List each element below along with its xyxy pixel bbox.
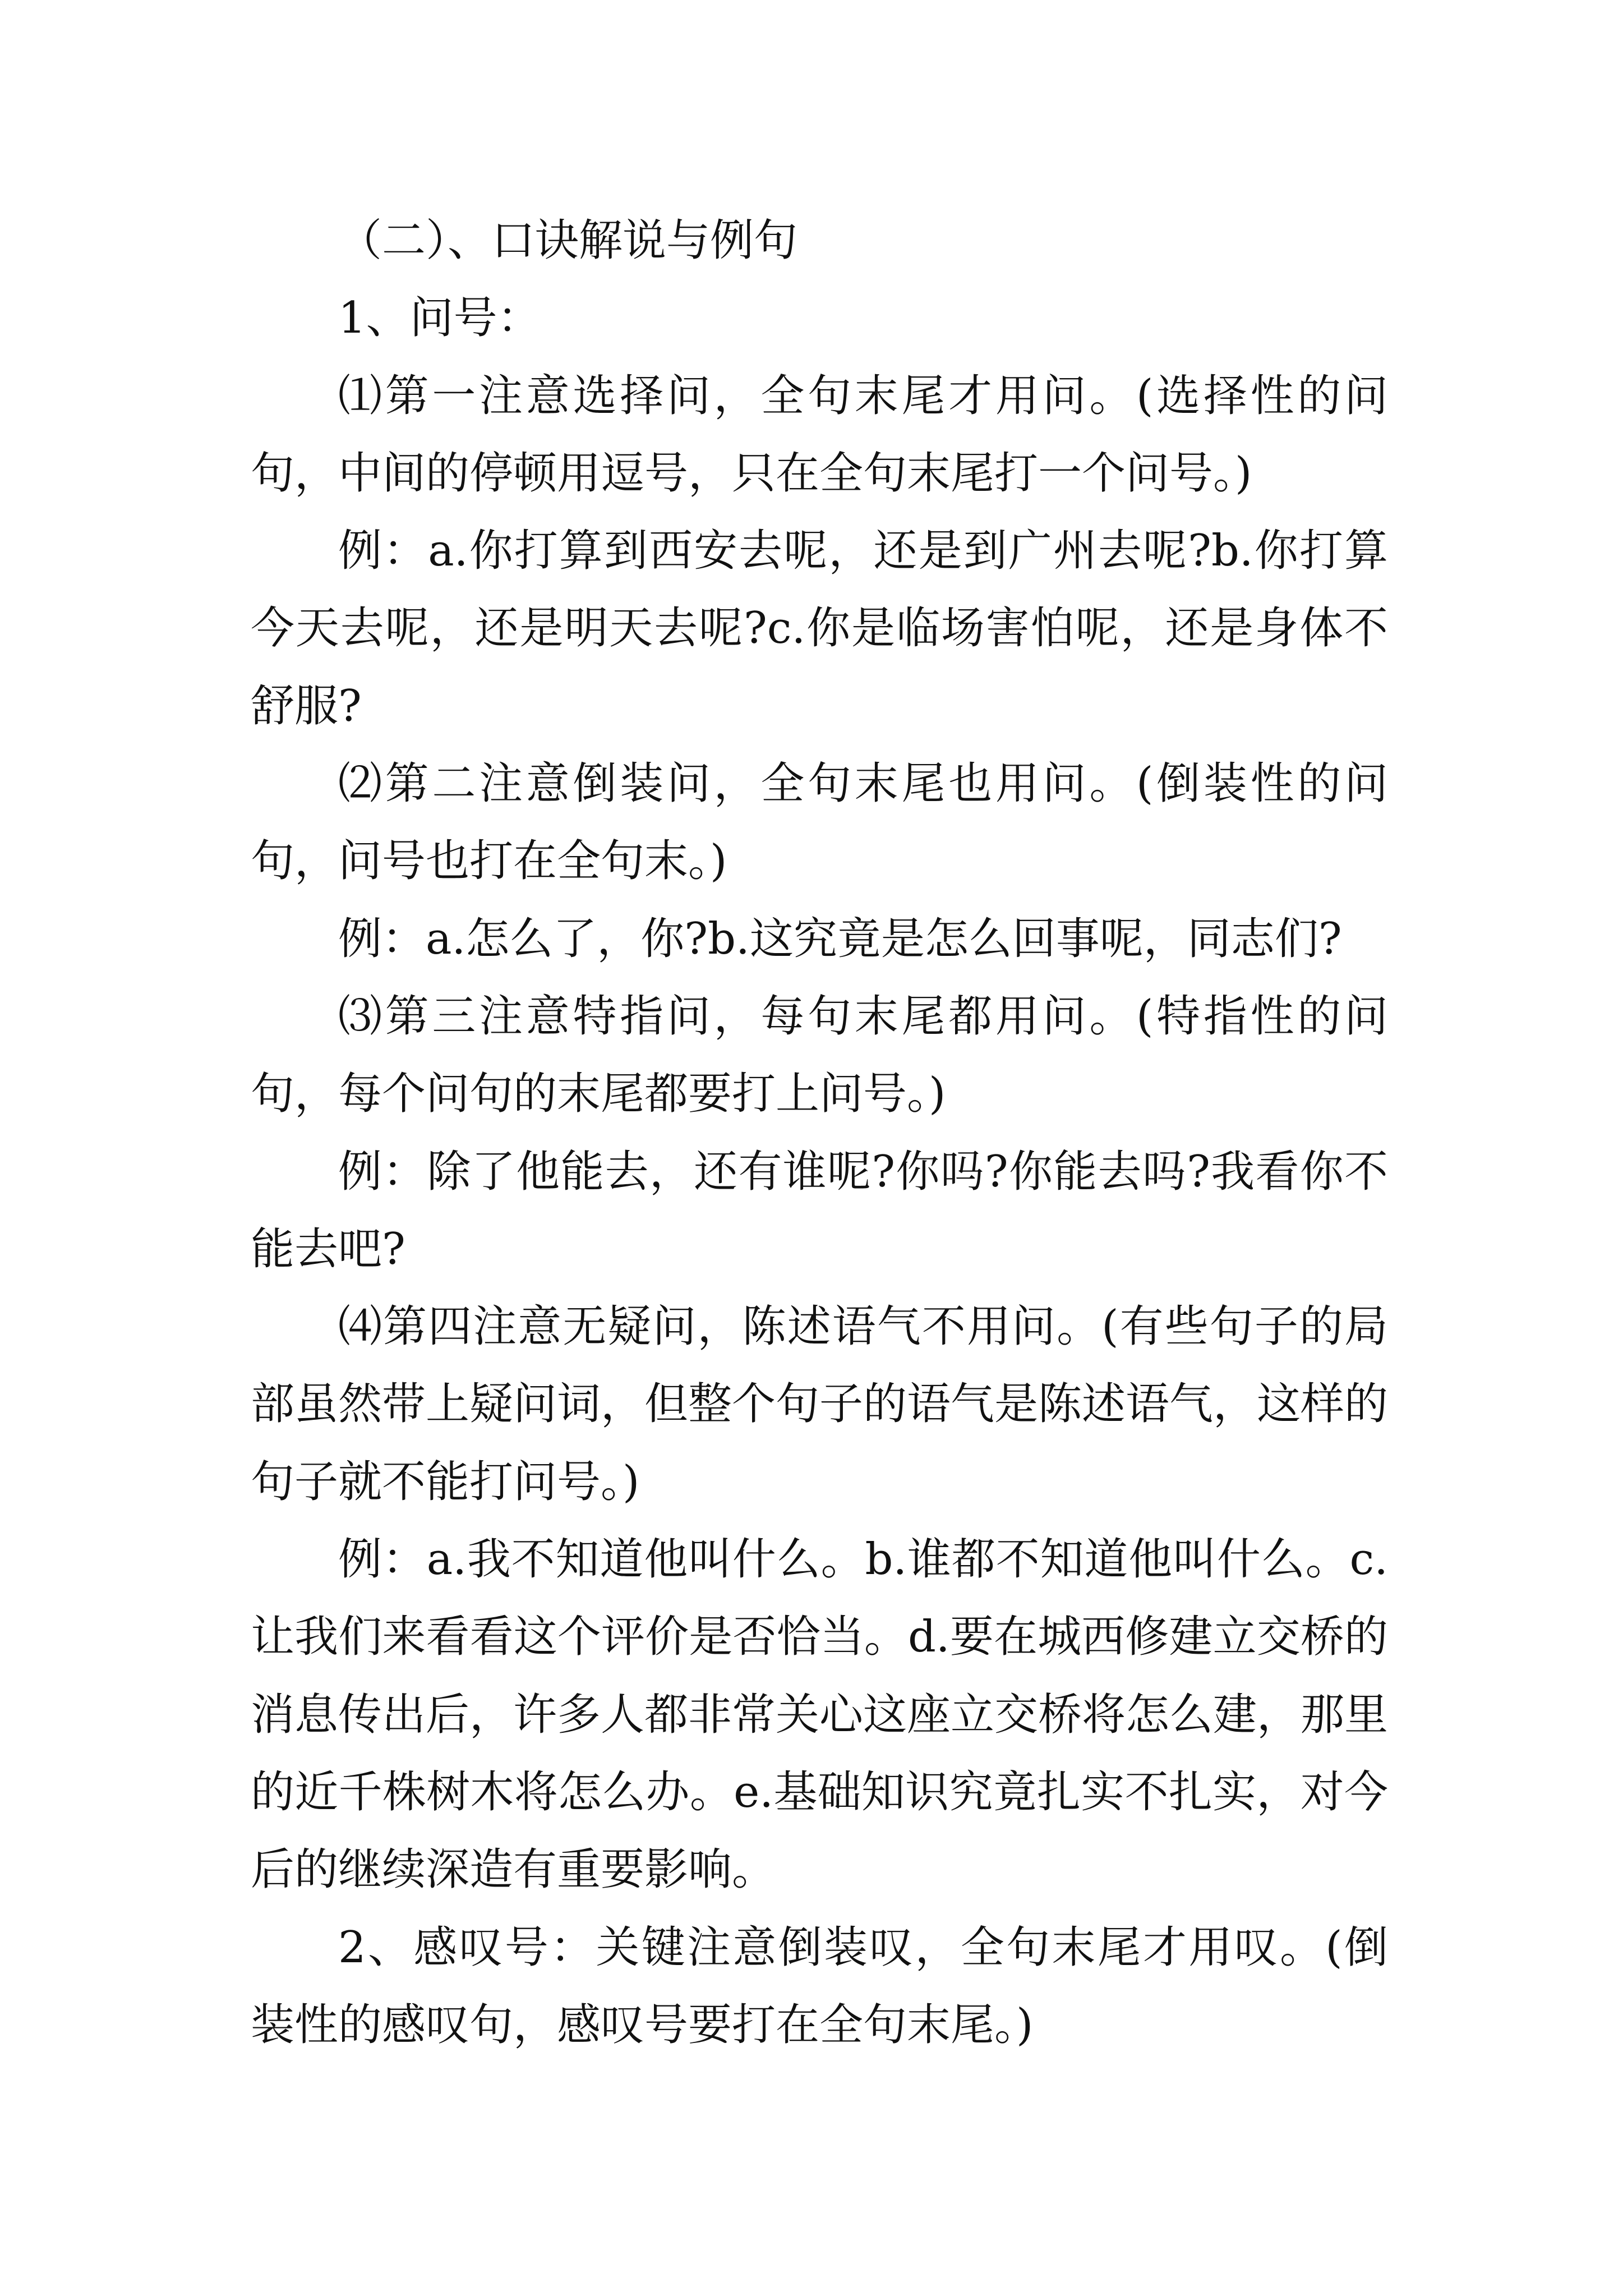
question-example-3: 例：除了他能去，还有谁呢?你吗?你能去吗?我看你不能去吧? [251,1146,1388,1274]
question-example-2: 例：a.怎么了，你?b.这究竟是怎么回事呢，同志们? [338,913,1342,964]
question-rule-2: ⑵第二注意倒装问，全句末尾也用问。(倒装性的问句，问号也打在全句末。) [251,758,1388,887]
question-example-4: 例：a.我不知道他叫什么。b.谁都不知道他叫什么。c.让我们来看看这个评价是否恰当。d.要在城西修建立交桥的消息传出后，许多人都非常关心这座立交桥将怎么建，那里的近千株树木将怎么办。e.基础知识究竟扎实不扎实，对今后的继续深造有重要影响。 [251,1534,1389,1895]
question-mark-heading: 1、问号： [338,293,541,344]
document-body [251,202,1388,2064]
section-heading: （二）、口诀解说与例句 [338,215,798,266]
exclamation-mark-paragraph: 2、感叹号：关键注意倒装叹，全句末尾才用叹。(倒装性的感叹句，感叹号要打在全句末尾。) [251,1922,1388,2050]
question-rule-4: ⑷第四注意无疑问，陈述语气不用问。(有些句子的局部虽然带上疑问词，但整个句子的语气是陈述语气，这样的句子就不能打问号。) [251,1301,1389,1507]
question-example-1: 例：a.你打算到西安去呢，还是到广州去呢?b.你打算今天去呢，还是明天去呢?c.你是临场害怕呢，还是身体不舒服? [251,526,1388,731]
question-rule-1: ⑴第一注意选择问，全句末尾才用问。(选择性的问句，中间的停顿用逗号，只在全句末尾打一个问号。) [251,370,1388,499]
question-rule-3: ⑶第三注意特指问，每句末尾都用问。(特指性的问句，每个问句的末尾都要打上问号。) [251,991,1388,1120]
